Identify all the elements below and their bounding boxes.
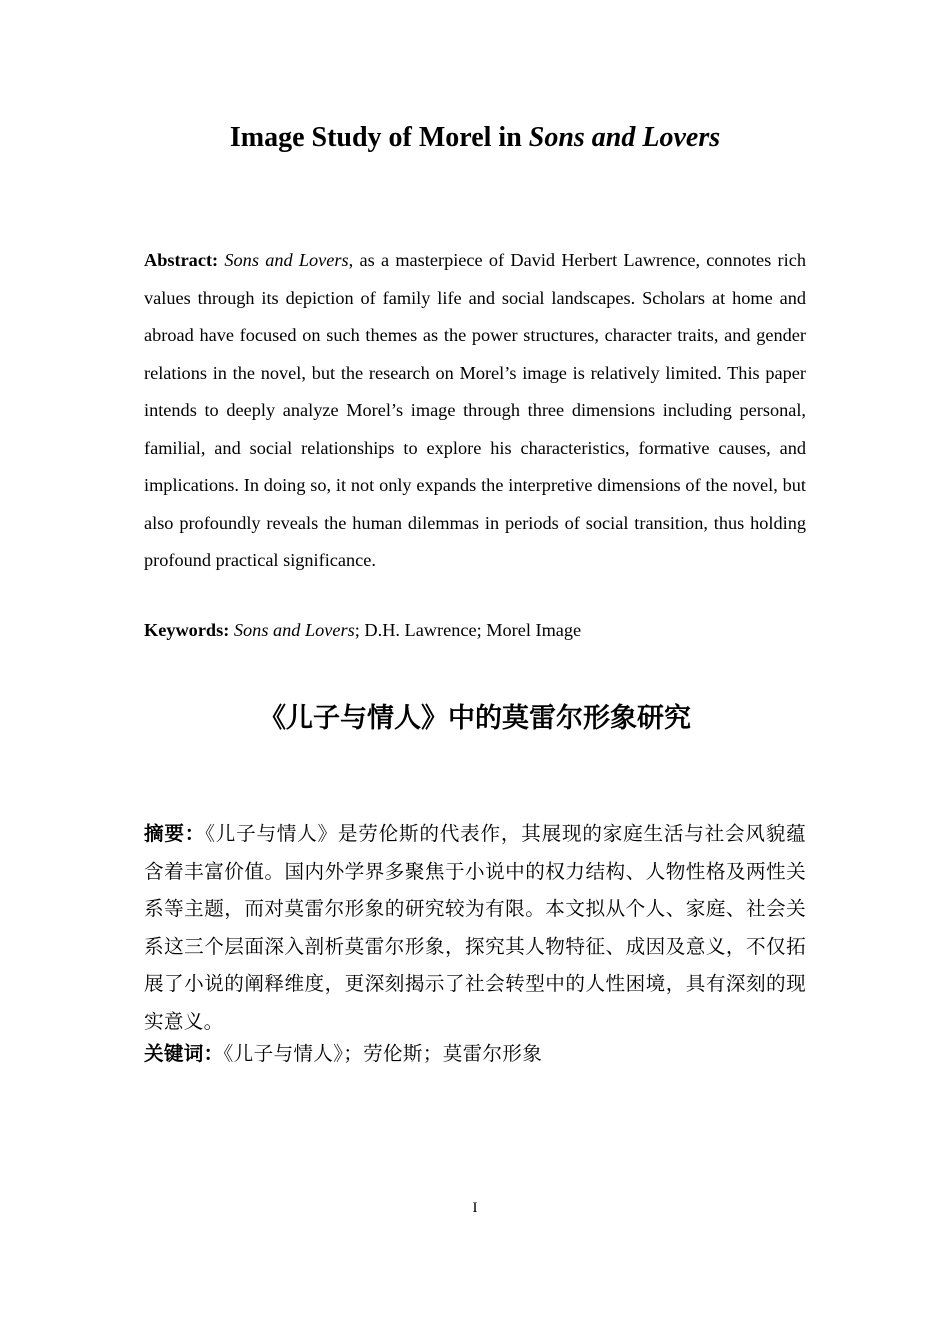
- abstract-italic: Sons and Lovers: [224, 250, 349, 270]
- chinese-abstract: [144, 815, 806, 1040]
- title-italic: Sons and Lovers: [528, 122, 721, 153]
- english-keywords: [144, 612, 806, 650]
- keywords-label: Keywords:: [144, 620, 230, 640]
- chinese-title: 《儿子与情人》中的莫雷尔形象研究: [259, 703, 691, 734]
- abstract-label: Abstract:: [144, 250, 219, 270]
- keywords-italic: Sons and Lovers: [233, 620, 355, 640]
- page-number: I: [472, 1200, 478, 1216]
- chinese-keywords: [144, 1035, 806, 1073]
- keywords-text-zh: 《儿子与情人》；劳伦斯；莫雷尔形象: [223, 1042, 543, 1065]
- english-title: [0, 122, 950, 154]
- abstract-text-zh: 《儿子与情人》是劳伦斯的代表作，其展现的家庭生活与社会风貌蕴含着丰富价值。国内外学界多聚焦于小说中的权力结构、人物性格及两性关系等主题，而对莫雷尔形象的研究较为有限。本文拟从个人、家庭、社会关系这三个层面深入剖析莫雷尔形象，探究其人物特征、成因及意义，不仅拓展了小说的阐释维度，更深刻揭示了社会转型中的人性困境，具有深刻的现实意义。: [144, 822, 806, 1033]
- abstract-text: , as a masterpiece of David Herbert Lawrence, connotes rich values through its depiction of family life and social landscapes. Scholars at home and abroad have focused on such themes as the power structures, character traits, and gender relations in the novel, but the research on Morel’s image is relatively limited. This paper intends to deeply analyze Morel’s image through three dimensions including personal, familial, and social relationships to explore his characteristics, formative causes, and implications. In doing so, it not only expands the interpretive dimensions of the novel, but also profoundly reveals the human dilemmas in periods of social transition, thus holding profound practical significance.: [144, 250, 806, 570]
- keywords-text: ; D.H. Lawrence; Morel Image: [354, 620, 582, 640]
- abstract-label-zh: 摘要：: [144, 822, 206, 845]
- english-abstract: [144, 242, 806, 580]
- title-text: Image Study of Morel in: [229, 122, 529, 153]
- keywords-label-zh: 关键词：: [144, 1042, 224, 1065]
